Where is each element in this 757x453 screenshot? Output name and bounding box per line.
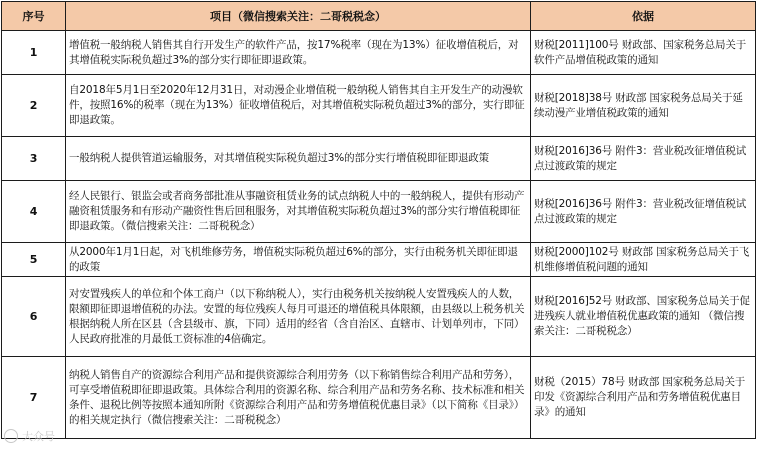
- row-basis: 财税[2016]36号 附件3：营业税改征增值税试点过渡政策的规定: [531, 181, 756, 243]
- tax-policy-table: [1, 1, 756, 439]
- row-basis: 财税[2018]38号 财政部 国家税务总局关于延续动漫产业增值税政策的通知: [531, 75, 756, 137]
- table-row: [2, 357, 756, 439]
- brand-logo-icon: [4, 429, 18, 443]
- row-item: 经人民银行、银监会或者商务部批准从事融资租赁业务的试点纳税人中的一般纳税人，提供有形动产融资租赁服务和有形动产融资性售后回租服务，对其增值税实际税负超过3%的部分实行增值税即征即退政策。（微信搜索关注：二哥税税念）: [66, 181, 531, 243]
- row-item: 一般纳税人提供管道运输服务，对其增值税实际税负超过3%的部分实行增值税即征即退政策: [66, 137, 531, 181]
- row-number: 5: [2, 243, 66, 277]
- watermark-text: 大众号: [22, 430, 55, 443]
- table-row: [2, 181, 756, 243]
- row-number: 1: [2, 31, 66, 75]
- row-basis: 财税[2016]52号 财政部、国家税务总局关于促进残疾人就业增值税优惠政策的通知 （微信搜索关注：二哥税税念）: [531, 277, 756, 357]
- row-number: 6: [2, 277, 66, 357]
- table-row: [2, 137, 756, 181]
- header-row: [2, 2, 756, 31]
- row-basis: 财税（2015）78号 财政部 国家税务总局关于印发《资源综合利用产品和劳务增值税优惠目录》的通知: [531, 357, 756, 439]
- row-item: 自2018年5月1日至2020年12月31日，对动漫企业增值税一般纳税人销售其自主开发生产的动漫软件，按照16%的税率（现在为13%）征收增值税后，对其增值税实际税负超过3%的部分，实行即征即退政策。: [66, 75, 531, 137]
- row-number: 2: [2, 75, 66, 137]
- row-number: 4: [2, 181, 66, 243]
- row-item: 对安置残疾人的单位和个体工商户（以下称纳税人），实行由税务机关按纳税人安置残疾人的人数，限额即征即退增值税的办法。安置的每位残疾人每月可退还的增值税具体限额，由县级以上税务机关根据纳税人所在区县（含县级市、旗，下同）适用的经省（含自治区、直辖市、计划单列市，下同）人民政府批准的月最低工资标准的4倍确定。: [66, 277, 531, 357]
- table-row: [2, 31, 756, 75]
- table-row: [2, 277, 756, 357]
- row-item: 纳税人销售自产的资源综合利用产品和提供资源综合利用劳务（以下称销售综合利用产品和劳务），可享受增值税即征即退政策。具体综合利用的资源名称、综合利用产品和劳务名称、技术标准和相关条件、退税比例等按照本通知所附《资源综合利用产品和劳务增值税优惠目录》（以下简称《目录》）的相关规定执行（微信搜索关注：二哥税税念）: [66, 357, 531, 439]
- row-item: 增值税一般纳税人销售其自行开发生产的软件产品，按17%税率（现在为13%）征收增值税后，对其增值税实际税负超过3%的部分实行即征即退政策。: [66, 31, 531, 75]
- row-basis: 财税[2016]36号 附件3：营业税改征增值税试点过渡政策的规定: [531, 137, 756, 181]
- row-basis: 财税[2000]102号 财政部 国家税务总局关于飞机维修增值税问题的通知: [531, 243, 756, 277]
- table-row: [2, 243, 756, 277]
- row-number: 3: [2, 137, 66, 181]
- header-basis: 依据: [531, 2, 756, 31]
- watermark: [4, 428, 55, 444]
- row-basis: 财税[2011]100号 财政部、国家税务总局关于软件产品增值税政策的通知: [531, 31, 756, 75]
- table-row: [2, 75, 756, 137]
- header-item: 项目（微信搜索关注：二哥税税念）: [66, 2, 531, 31]
- header-number: 序号: [2, 2, 66, 31]
- row-item: 从2000年1月1日起，对飞机维修劳务，增值税实际税负超过6%的部分，实行由税务机关即征即退的政策: [66, 243, 531, 277]
- row-number: 7: [2, 357, 66, 439]
